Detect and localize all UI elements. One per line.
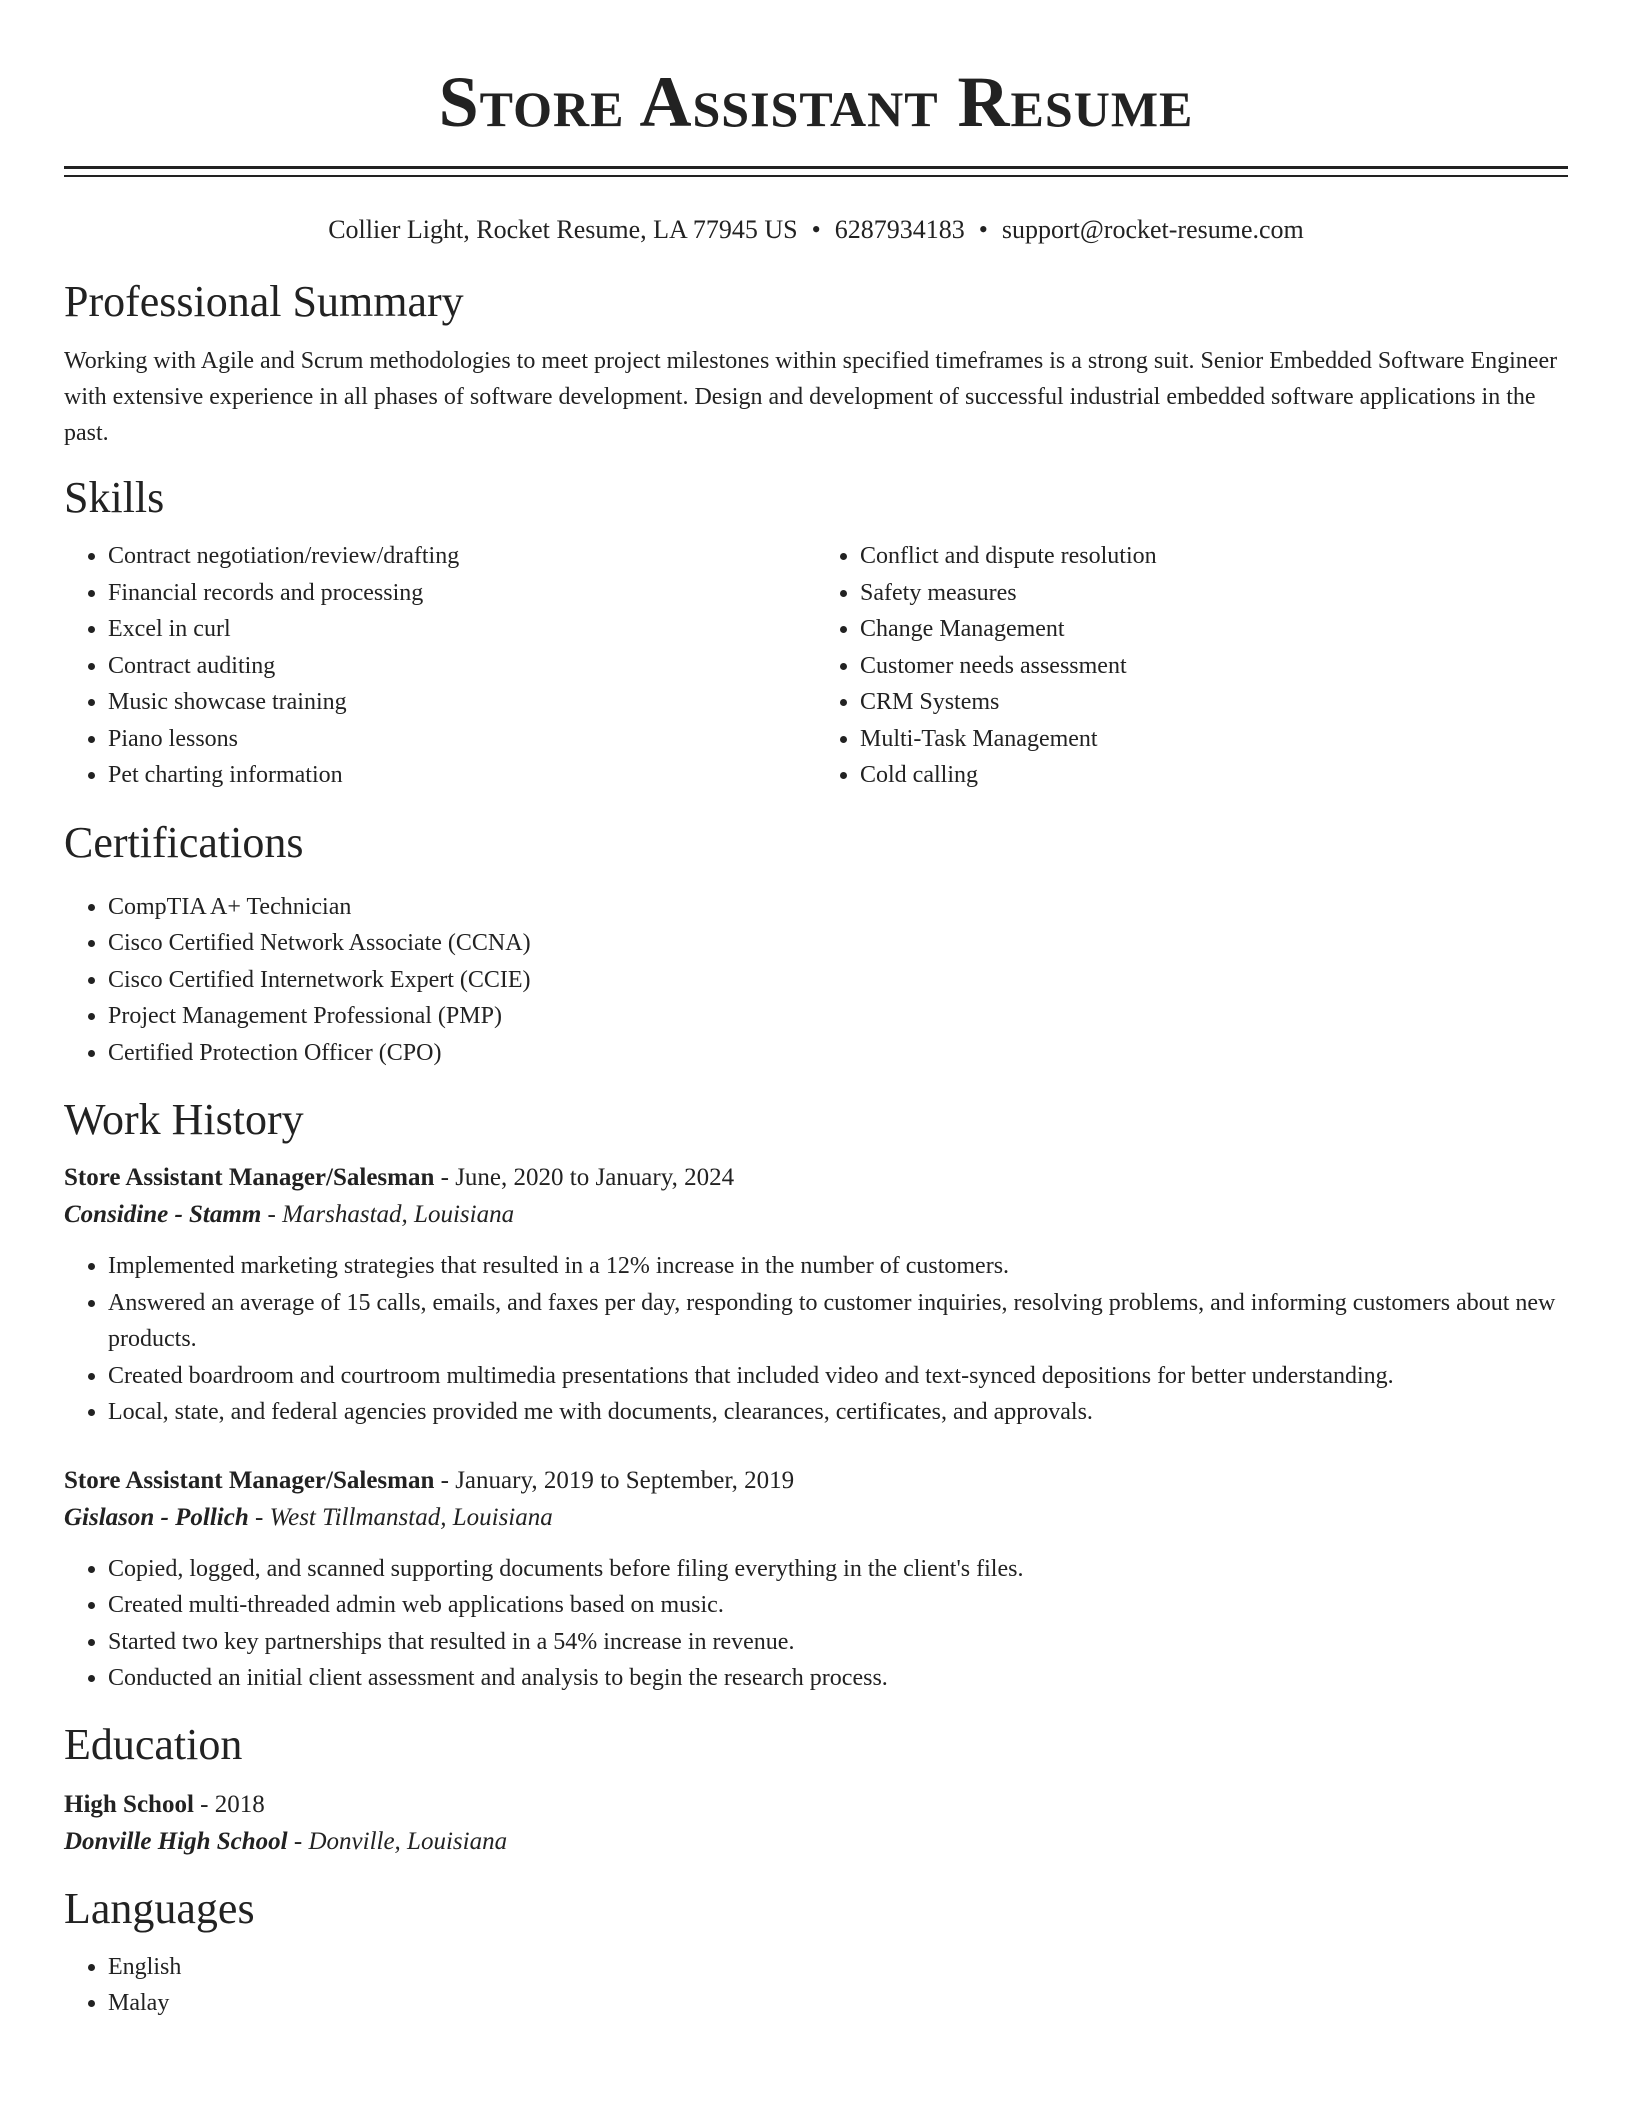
joiner: -	[248, 1503, 270, 1531]
languages-heading: Languages	[64, 1883, 255, 1933]
certifications-list	[64, 889, 1568, 1072]
skills-list-right	[816, 538, 1568, 794]
title-rule-thin	[64, 175, 1568, 177]
contact-phone: 6287934183	[834, 215, 965, 244]
skills-list-left	[64, 538, 816, 794]
job-company: Considine - Stamm	[64, 1201, 262, 1228]
job-company-line	[64, 1499, 1568, 1537]
joiner: -	[287, 1827, 309, 1855]
job-company: Gislason - Pollich	[64, 1503, 249, 1531]
job-title-line	[64, 1160, 1568, 1196]
contact-separator: •	[811, 215, 821, 244]
job-location: Marshastad, Louisiana	[282, 1201, 515, 1228]
work-history-heading: Work History	[64, 1095, 304, 1144]
skill-item: • Safety measures	[860, 575, 1568, 612]
job-dates: June, 2020 to January, 2024	[455, 1164, 735, 1191]
skill-item: • CRM Systems	[860, 684, 1568, 721]
contact-separator: •	[978, 215, 988, 244]
contact-address: Collier Light, Rocket Resume, LA 77945 US	[328, 215, 798, 244]
education-heading: Education	[64, 1719, 243, 1769]
education-degree-line	[64, 1787, 1568, 1823]
skill-item: • Contract negotiation/review/drafting	[108, 538, 816, 575]
skill-item: • Pet charting information	[108, 757, 816, 794]
job-bullet: • Local, state, and federal agencies provided me with documents, clearances, certificates, and approvals.	[108, 1394, 1568, 1431]
job-bullet: • Answered an average of 15 calls, emails, and faxes per day, responding to customer inquiries, resolving problems, and informing customers about new products.	[108, 1285, 1568, 1358]
education-school-line	[64, 1823, 1568, 1861]
job-entry	[64, 1463, 1568, 1697]
job-title: Store Assistant Manager/Salesman	[64, 1466, 435, 1494]
education-entry	[64, 1787, 1568, 1861]
contact-line	[64, 213, 1568, 247]
page-title: Store Assistant Resume	[438, 62, 1194, 142]
title-rule-thick	[64, 166, 1568, 169]
skill-item: • Piano lessons	[108, 721, 816, 758]
skill-item: • Contract auditing	[108, 648, 816, 685]
language-item: • Malay	[108, 1985, 1568, 2022]
job-dates: January, 2019 to September, 2019	[455, 1466, 795, 1494]
job-bullet: • Created multi-threaded admin web applications based on music.	[108, 1587, 1568, 1624]
skill-item: • Conflict and dispute resolution	[860, 538, 1568, 575]
job-company-line	[64, 1196, 1568, 1234]
certification-item: • Project Management Professional (PMP)	[108, 998, 1568, 1035]
languages-list	[64, 1949, 1568, 2022]
certification-item: • Certified Protection Officer (CPO)	[108, 1035, 1568, 1072]
education-degree: High School	[64, 1790, 194, 1818]
joiner: -	[434, 1164, 456, 1191]
skills-columns	[64, 538, 1568, 794]
job-bullet: • Started two key partnerships that resulted in a 54% increase in revenue.	[108, 1624, 1568, 1661]
job-bullet: • Conducted an initial client assessment and analysis to begin the research process.	[108, 1660, 1568, 1697]
job-entry	[64, 1160, 1568, 1431]
job-title-line	[64, 1463, 1568, 1499]
joiner: -	[261, 1201, 283, 1228]
summary-text: Working with Agile and Scrum methodologies to meet project milestones within specified timeframes is a strong suit. Senior Embedded Software Engineer with extensive experience in all phases of software development. Design and development of successful industrial embedded software applications in the past.	[64, 348, 1558, 446]
job-title: Store Assistant Manager/Salesman	[64, 1164, 435, 1191]
joiner: -	[193, 1790, 215, 1818]
job-bullets	[64, 1248, 1568, 1431]
skill-item: • Change Management	[860, 611, 1568, 648]
job-bullet: • Created boardroom and courtroom multimedia presentations that included video and text-synced depositions for better understanding.	[108, 1358, 1568, 1395]
summary-heading: Professional Summary	[64, 277, 464, 326]
certification-item: • CompTIA A+ Technician	[108, 889, 1568, 926]
joiner: -	[434, 1466, 456, 1494]
certifications-heading: Certifications	[64, 817, 304, 867]
job-bullet: • Implemented marketing strategies that resulted in a 12% increase in the number of customers.	[108, 1248, 1568, 1285]
skill-item: • Financial records and processing	[108, 575, 816, 612]
job-bullet: • Copied, logged, and scanned supporting documents before filing everything in the client's files.	[108, 1551, 1568, 1588]
certification-item: • Cisco Certified Network Associate (CCNA)	[108, 925, 1568, 962]
contact-email: support@rocket-resume.com	[1001, 215, 1304, 244]
job-bullets	[64, 1551, 1568, 1697]
education-location: Donville, Louisiana	[308, 1827, 508, 1855]
job-location: West Tillmanstad, Louisiana	[269, 1503, 553, 1531]
language-item: • English	[108, 1949, 1568, 1986]
skills-heading: Skills	[64, 473, 165, 522]
education-school: Donville High School	[64, 1827, 288, 1855]
education-year: 2018	[214, 1790, 265, 1818]
skill-item: • Excel in curl	[108, 611, 816, 648]
skill-item: • Music showcase training	[108, 684, 816, 721]
skill-item: • Customer needs assessment	[860, 648, 1568, 685]
skill-item: • Multi-Task Management	[860, 721, 1568, 758]
certification-item: • Cisco Certified Internetwork Expert (CCIE)	[108, 962, 1568, 999]
skill-item: • Cold calling	[860, 757, 1568, 794]
